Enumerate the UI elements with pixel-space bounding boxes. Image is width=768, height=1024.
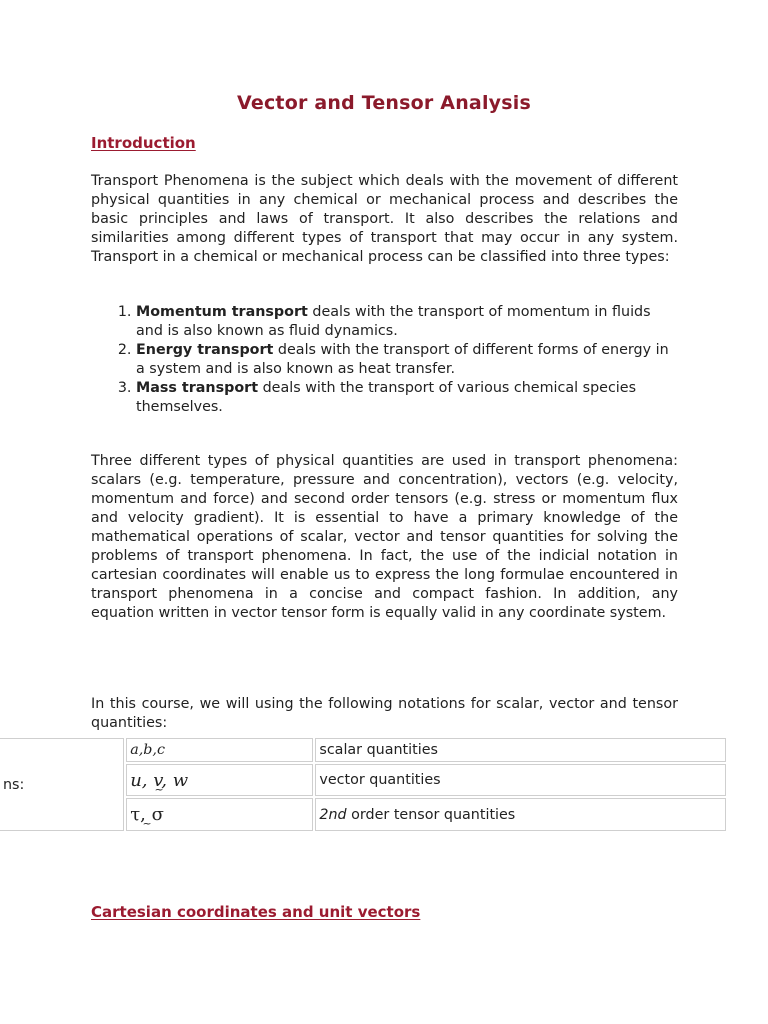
- list-item: [136, 341, 681, 379]
- notation-label-cell: [0, 738, 124, 831]
- table-row: [0, 738, 726, 762]
- desc-momentum: deals with the transport of momentum in fluids and is also known as fluid dynamics.: [136, 304, 651, 339]
- quantities-paragraph: Three different types of physical quantities are used in transport phenomena: scalars (e.g. temperature, pressure and concentration), vectors (e.g. velocity, momentum and force) and second order tensors (e.g. stress or momentum flux and velocity gradient). It is essential to have a primary knowledge of the mathematical operations of scalar, vector and tensor quantities for solving the problems of transport phenomena. In fact, the use of the indicial notation in cartesian coordinates will enable us to express the long formulae encountered in transport phenomena in a concise and compact fashion. In addition, any equation written in vector tensor form is equally valid in any coordinate system.: [91, 453, 678, 621]
- transport-types-list: [91, 303, 681, 417]
- heading-introduction[interactable]: Introduction: [91, 134, 196, 152]
- term-energy: Energy transport: [136, 342, 274, 358]
- symbol-cell: [126, 798, 313, 831]
- description-cell: [315, 738, 726, 762]
- description-cell: [315, 798, 726, 831]
- list-item: [136, 379, 681, 417]
- description-cell: [315, 764, 726, 796]
- symbol-cell: [126, 764, 313, 796]
- list-item: [136, 303, 681, 341]
- scalar-description: scalar quantities: [319, 742, 438, 758]
- notation-row-label: ns:: [3, 776, 25, 793]
- notations-table: [0, 736, 728, 833]
- vector-symbols: u, v, w ~: [130, 770, 188, 791]
- symbol-cell: [126, 738, 313, 762]
- term-momentum: Momentum transport: [136, 304, 308, 320]
- vector-description: vector quantities: [319, 772, 441, 788]
- tensor-symbols: τ, σ ~: [130, 804, 164, 825]
- intro-paragraph: Transport Phenomena is the subject which deals with the movement of different physical quantities in any chemical or mechanical process and describes the basic principles and laws of transport. It also describes the relations and similarities among different types of transport that may occur in any system. Transport in a chemical or mechanical process can be classified into three types:: [91, 173, 678, 265]
- tensor-order: 2nd: [319, 806, 347, 823]
- heading-cartesian-coordinates[interactable]: Cartesian coordinates and unit vectors: [91, 903, 421, 921]
- notation-intro-paragraph: In this course, we will using the following notations for scalar, vector and tensor quantities:: [91, 696, 678, 731]
- desc-energy: deals with the transport of different forms of energy in a system and is also known as heat transfer.: [136, 342, 669, 377]
- tensor-description: order tensor quantities: [346, 806, 516, 823]
- page-title: Vector and Tensor Analysis: [237, 92, 531, 114]
- scalar-symbols: a,b,c: [130, 742, 165, 758]
- desc-mass: deals with the transport of various chemical species themselves.: [136, 380, 637, 415]
- term-mass: Mass transport: [136, 380, 259, 396]
